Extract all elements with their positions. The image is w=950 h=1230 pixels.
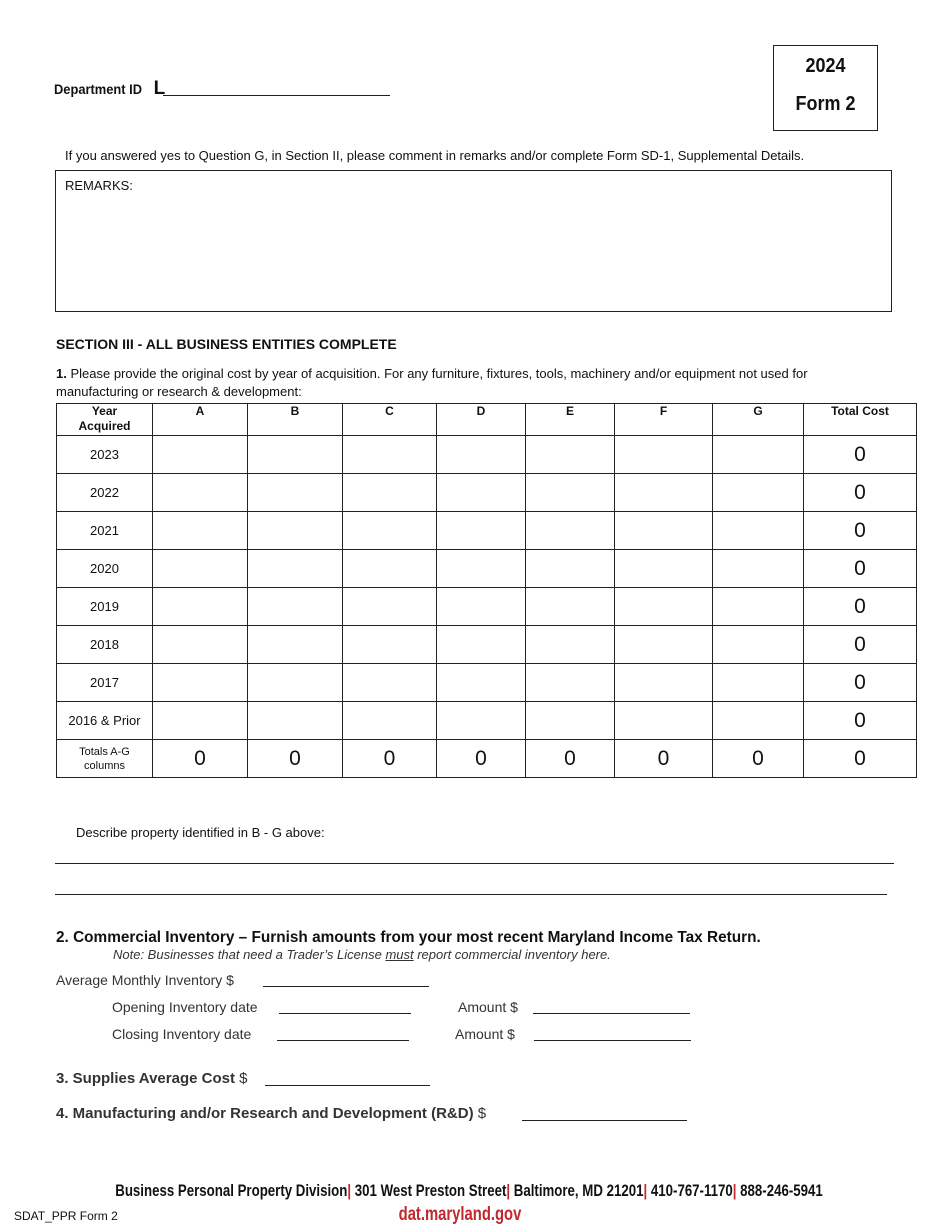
footer-address: Business Personal Property Division| 301 West Preston Street| Baltimore, MD 21201| 410-767-1170| 888-246-5941 xyxy=(115,1181,823,1200)
cost-input-cell[interactable] xyxy=(615,436,713,474)
cost-input-cell[interactable] xyxy=(153,512,248,550)
acquisition-cost-table xyxy=(56,403,917,778)
describe-line-1[interactable] xyxy=(55,863,894,864)
year-cell: 2019 xyxy=(57,588,153,626)
totals-row xyxy=(57,740,917,778)
cost-input-cell[interactable] xyxy=(526,512,615,550)
year-cell: 2018 xyxy=(57,626,153,664)
table-row xyxy=(57,626,917,664)
column-header: C xyxy=(343,404,437,436)
cost-input-cell[interactable] xyxy=(153,702,248,740)
q1-text-2: manufacturing or research & development: xyxy=(56,384,302,399)
column-total-cell: 0 xyxy=(615,740,713,778)
column-header: F xyxy=(615,404,713,436)
cost-input-cell[interactable] xyxy=(248,474,343,512)
cost-input-cell[interactable] xyxy=(713,512,804,550)
column-header: B xyxy=(248,404,343,436)
column-total-cell: 0 xyxy=(248,740,343,778)
table-row xyxy=(57,550,917,588)
cost-input-cell[interactable] xyxy=(526,550,615,588)
avg-inventory-field[interactable] xyxy=(263,986,429,987)
year-cell: 2021 xyxy=(57,512,153,550)
year-cell: 2020 xyxy=(57,550,153,588)
cost-input-cell[interactable] xyxy=(713,588,804,626)
form-number: Form 2 xyxy=(795,93,856,115)
form-year-box xyxy=(773,45,878,131)
row-total-cell: 0 xyxy=(804,588,917,626)
cost-input-cell[interactable] xyxy=(153,436,248,474)
column-total-cell: 0 xyxy=(437,740,526,778)
website-link[interactable]: dat.maryland.gov xyxy=(398,1204,522,1225)
opening-amount-label: Amount $ xyxy=(458,999,518,1015)
column-header: Total Cost xyxy=(804,404,917,436)
cost-input-cell[interactable] xyxy=(437,474,526,512)
cost-input-cell[interactable] xyxy=(526,664,615,702)
closing-amount-field[interactable] xyxy=(534,1040,691,1041)
row-total-cell: 0 xyxy=(804,664,917,702)
closing-date-field[interactable] xyxy=(277,1040,409,1041)
cost-input-cell[interactable] xyxy=(526,626,615,664)
cost-input-cell[interactable] xyxy=(713,550,804,588)
cost-input-cell[interactable] xyxy=(153,550,248,588)
cost-input-cell[interactable] xyxy=(248,702,343,740)
describe-label: Describe property identified in B - G above: xyxy=(76,825,325,840)
supplies-field[interactable] xyxy=(265,1085,430,1086)
form-id: SDAT_PPR Form 2 xyxy=(14,1209,118,1223)
column-header: E xyxy=(526,404,615,436)
year-cell: 2017 xyxy=(57,664,153,702)
cost-input-cell[interactable] xyxy=(343,474,437,512)
cost-input-cell[interactable] xyxy=(248,626,343,664)
cost-input-cell[interactable] xyxy=(526,588,615,626)
cost-input-cell[interactable] xyxy=(437,702,526,740)
cost-input-cell[interactable] xyxy=(713,436,804,474)
q4-label: 4. Manufacturing and/or Research and Development (R&D) $ xyxy=(56,1105,487,1122)
opening-amount-field[interactable] xyxy=(533,1013,690,1014)
table-row xyxy=(57,702,917,740)
cost-input-cell[interactable] xyxy=(343,550,437,588)
remarks-label: REMARKS: xyxy=(65,178,133,193)
q2-title: 2. Commercial Inventory – Furnish amounts from your most recent Maryland Income Tax Return. xyxy=(56,929,761,946)
cost-input-cell[interactable] xyxy=(713,474,804,512)
cost-input-cell[interactable] xyxy=(615,550,713,588)
table-row xyxy=(57,474,917,512)
cost-input-cell[interactable] xyxy=(437,436,526,474)
q1-text: 1. Please provide the original cost by year of acquisition. For any furniture, fixtures, tools, machinery and/or equipment not used for xyxy=(56,366,808,381)
cost-input-cell[interactable] xyxy=(615,588,713,626)
cost-input-cell[interactable] xyxy=(615,474,713,512)
cost-input-cell[interactable] xyxy=(526,702,615,740)
cost-input-cell[interactable] xyxy=(343,702,437,740)
rd-field[interactable] xyxy=(522,1120,687,1121)
remarks-field[interactable] xyxy=(55,170,892,312)
department-id-prefix: L xyxy=(153,78,166,99)
table-row xyxy=(57,664,917,702)
year-cell: 2022 xyxy=(57,474,153,512)
cost-input-cell[interactable] xyxy=(343,588,437,626)
cost-input-cell[interactable] xyxy=(437,550,526,588)
row-total-cell: 0 xyxy=(804,626,917,664)
cost-input-cell[interactable] xyxy=(437,664,526,702)
table-row xyxy=(57,512,917,550)
cost-input-cell[interactable] xyxy=(615,626,713,664)
cost-input-cell[interactable] xyxy=(248,664,343,702)
cost-input-cell[interactable] xyxy=(153,588,248,626)
q3-label: 3. Supplies Average Cost $ xyxy=(56,1070,248,1087)
row-total-cell: 0 xyxy=(804,550,917,588)
column-total-cell: 0 xyxy=(153,740,248,778)
opening-date-label: Opening Inventory date xyxy=(112,999,258,1015)
cost-input-cell[interactable] xyxy=(248,550,343,588)
department-id-field[interactable] xyxy=(163,95,390,96)
cost-input-cell[interactable] xyxy=(343,512,437,550)
cost-input-cell[interactable] xyxy=(153,664,248,702)
avg-inventory-label: Average Monthly Inventory $ xyxy=(56,972,234,988)
cost-input-cell[interactable] xyxy=(343,664,437,702)
cost-input-cell[interactable] xyxy=(437,588,526,626)
row-total-cell: 0 xyxy=(804,436,917,474)
column-header: G xyxy=(713,404,804,436)
row-total-cell: 0 xyxy=(804,512,917,550)
instruction-text: If you answered yes to Question G, in Section II, please comment in remarks and/or complete Form SD-1, Supplemental Details. xyxy=(65,148,805,163)
table-row xyxy=(57,436,917,474)
cost-input-cell[interactable] xyxy=(153,474,248,512)
column-total-cell: 0 xyxy=(526,740,615,778)
column-total-cell: 0 xyxy=(343,740,437,778)
department-id-label: Department ID L xyxy=(54,78,166,99)
form-year: 2024 xyxy=(805,55,846,77)
year-cell: 2023 xyxy=(57,436,153,474)
cost-input-cell[interactable] xyxy=(437,512,526,550)
table-row xyxy=(57,588,917,626)
cost-input-cell[interactable] xyxy=(713,702,804,740)
cost-input-cell[interactable] xyxy=(248,512,343,550)
section-title: SECTION III - ALL BUSINESS ENTITIES COMPLETE xyxy=(56,336,397,352)
year-cell: 2016 & Prior xyxy=(57,702,153,740)
q2-note: Note: Businesses that need a Trader’s License must report commercial inventory here. xyxy=(113,947,611,962)
cost-input-cell[interactable] xyxy=(343,436,437,474)
cost-input-cell[interactable] xyxy=(615,512,713,550)
cost-input-cell[interactable] xyxy=(713,664,804,702)
row-total-cell: 0 xyxy=(804,702,917,740)
cost-input-cell[interactable] xyxy=(615,702,713,740)
cost-input-cell[interactable] xyxy=(248,588,343,626)
cost-input-cell[interactable] xyxy=(343,626,437,664)
cost-input-cell[interactable] xyxy=(153,626,248,664)
cost-input-cell[interactable] xyxy=(615,664,713,702)
totals-label: Totals A-G columns xyxy=(57,740,153,778)
cost-input-cell[interactable] xyxy=(526,436,615,474)
column-total-cell: 0 xyxy=(713,740,804,778)
column-header: A xyxy=(153,404,248,436)
column-total-cell: 0 xyxy=(804,740,917,778)
column-header: D xyxy=(437,404,526,436)
closing-date-label: Closing Inventory date xyxy=(112,1026,252,1042)
cost-input-cell[interactable] xyxy=(248,436,343,474)
column-header: Year Acquired xyxy=(57,404,153,436)
describe-line-2[interactable] xyxy=(55,894,887,895)
cost-input-cell[interactable] xyxy=(437,626,526,664)
row-total-cell: 0 xyxy=(804,474,917,512)
closing-amount-label: Amount $ xyxy=(455,1026,515,1042)
cost-input-cell[interactable] xyxy=(713,626,804,664)
opening-date-field[interactable] xyxy=(279,1013,411,1014)
cost-input-cell[interactable] xyxy=(526,474,615,512)
